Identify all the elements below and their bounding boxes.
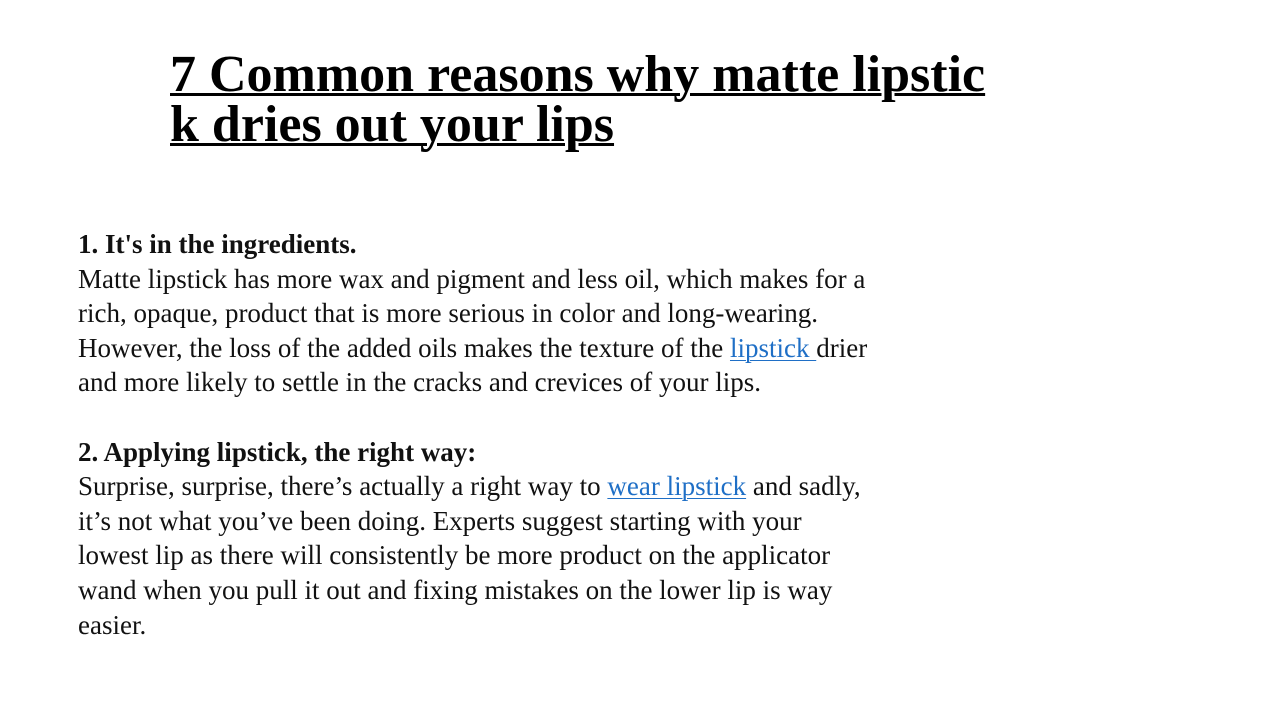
section-ingredients xyxy=(78,227,1038,400)
lipstick-link[interactable]: lipstick xyxy=(729,332,817,363)
text-span: and sadly, xyxy=(746,471,861,502)
paragraph-line xyxy=(78,469,1038,504)
paragraph-line: it’s not what you’ve been doing. Experts suggest starting with your xyxy=(78,505,802,536)
section-applying xyxy=(78,435,1038,643)
paragraph-line xyxy=(78,331,1038,366)
paragraph-line: Matte lipstick has more wax and pigment and less oil, which makes for a xyxy=(78,263,866,294)
title-line-2: k dries out your lips xyxy=(170,96,615,153)
wear-lipstick-link[interactable]: wear lipstick xyxy=(607,471,747,502)
page-title xyxy=(170,46,1110,153)
paragraph-line: rich, opaque, product that is more serious in color and long-wearing. xyxy=(78,298,819,329)
section-spacer xyxy=(78,400,1038,435)
section-heading: 2. Applying lipstick, the right way: xyxy=(78,436,477,467)
text-span: Surprise, surprise, there’s actually a right way to xyxy=(78,471,608,502)
section-heading: 1. It's in the ingredients. xyxy=(78,229,357,259)
title-line-1: 7 Common reasons why matte lipstic xyxy=(170,46,986,103)
paragraph-line: easier. xyxy=(78,609,147,640)
paragraph-line: lowest lip as there will consistently be more product on the applicator xyxy=(78,540,831,571)
paragraph-line: and more likely to settle in the cracks and crevices of your lips. xyxy=(78,367,762,398)
paragraph-line: wand when you pull it out and fixing mistakes on the lower lip is way xyxy=(78,574,833,605)
text-span: drier xyxy=(816,332,868,363)
text-span: However, the loss of the added oils makes the texture of the xyxy=(78,332,730,363)
article-body xyxy=(78,227,1038,642)
